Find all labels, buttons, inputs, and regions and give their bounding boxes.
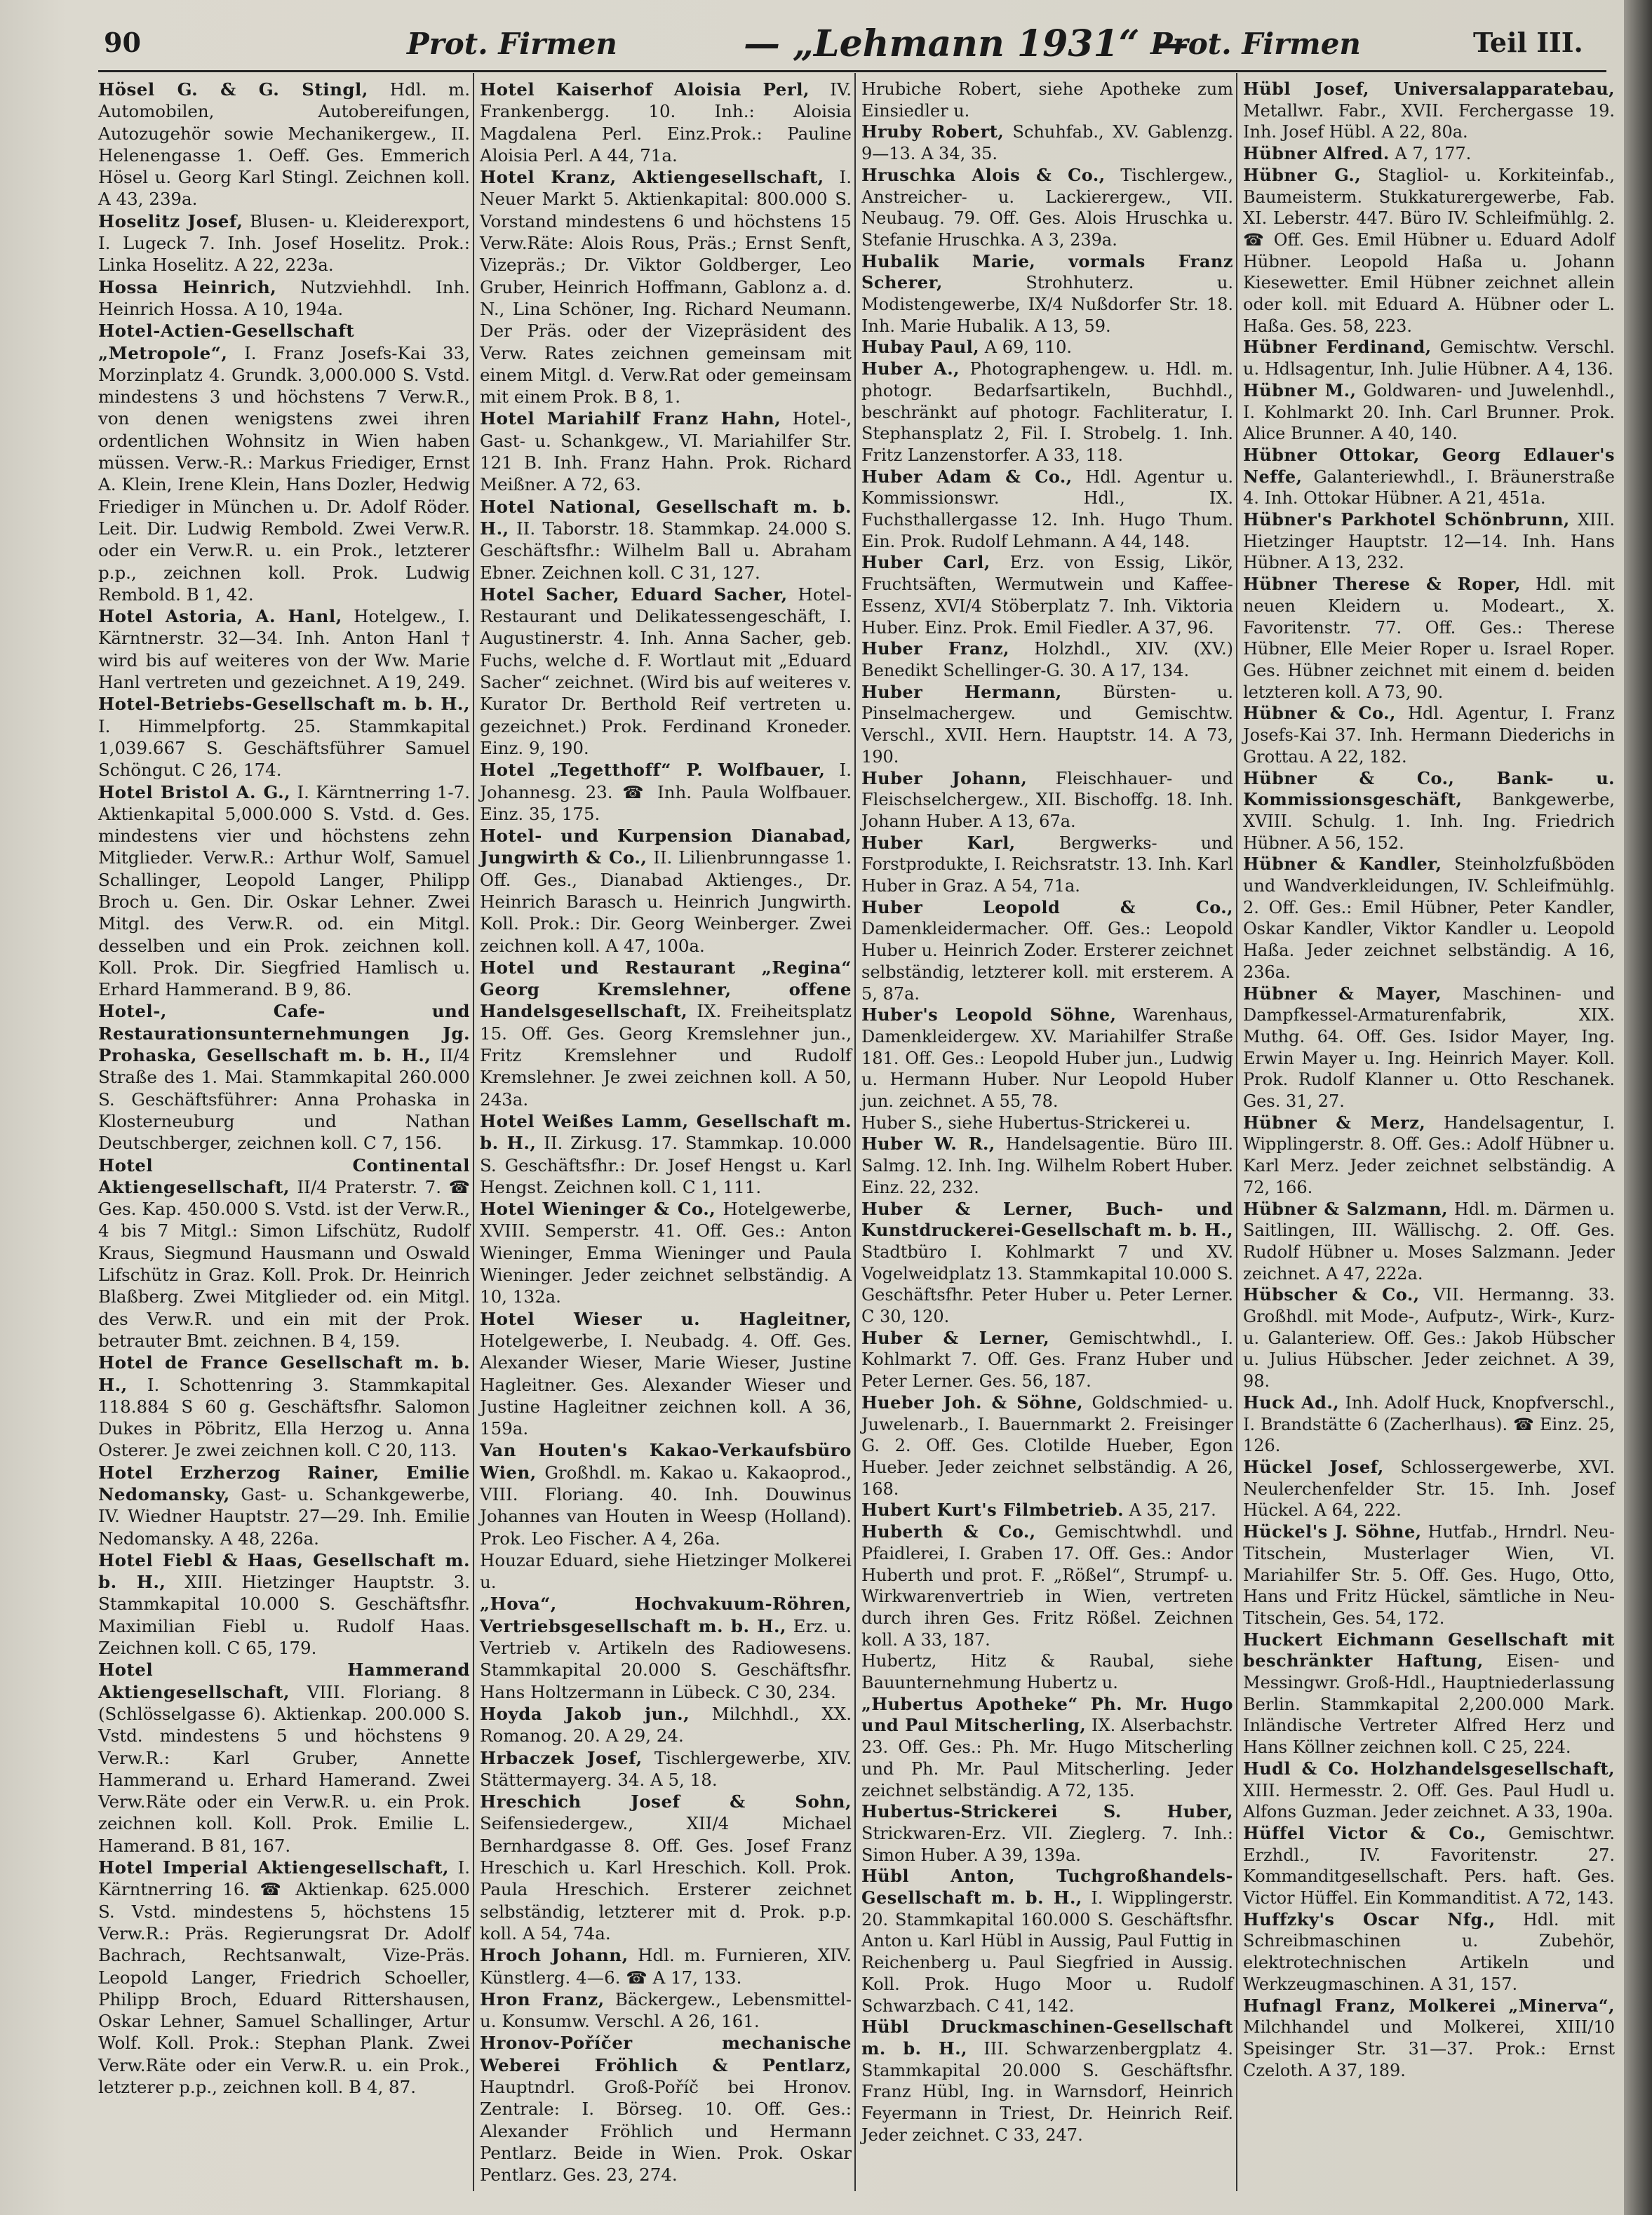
entry-firm-name: Hotel Astoria, A. Hanl, xyxy=(98,606,342,627)
entry-details: Hdl. m. Furnieren, XIV. Künstlerg. 4—6. ☎ A 17, 133. xyxy=(480,1945,852,1988)
entry-firm-name: Hubay Paul, xyxy=(861,337,980,358)
directory-entry xyxy=(1243,1823,1615,1909)
entry-firm-name: Hückel's J. Söhne, xyxy=(1243,1521,1422,1542)
directory-entry xyxy=(861,251,1233,337)
entry-details: Tischlergewerbe, XIV. Stättermayerg. 34. A 5, 18. xyxy=(480,1747,852,1790)
directory-entry xyxy=(1243,983,1615,1112)
entry-firm-name: Hotel Weißes Lamm, Gesellschaft m. b. H., xyxy=(480,1110,852,1154)
entry-firm-name: Hotel Wieninger & Co., xyxy=(480,1199,716,1220)
entry-firm-name: „Hubertus Apotheke“ Ph. Mr. Hugo und Paul Mitscherling, xyxy=(861,1693,1233,1736)
entry-details: Bergwerks- und Forstprodukte, I. Reichsratstr. 13. Inh. Karl Huber in Graz. A 54, 71a. xyxy=(861,833,1233,896)
entry-firm-name: Huber W. R., xyxy=(861,1133,995,1154)
entry-firm-name: Hotel Mariahilf Franz Hahn, xyxy=(480,408,781,429)
entry-details: I. Kärntnerring 1-7. Aktienkapital 5,000.000 S. Vstd. d. Ges. mindestens vier und höchstens zehn Mitglieder. Verw.R.: Arthur Wolf, Samuel Schallinger, Leopold Langer, Philipp Broch u. Gen. Dir. Oskar Lehner. Zwei Mitgl. des Verw.R. od. ein Mitgl. desselben und ein Prok. zeichnen koll. Koll. Prok. Dir. Siegfried Hamlisch u. Erhard Hammerand. B 9, 86. xyxy=(98,781,470,1000)
entry-firm-name: Hübner G., xyxy=(1243,164,1362,185)
entry-details: Gemischtwhdl. und Pfaidlerei, I. Graben 17. Off. Ges.: Andor Huberth und prot. F. „Rößel“, Strumpf- u. Wirkwarenvertrieb in Wien, vertreten durch ihren Ges. Fritz Rößel. Zeichnen koll. A 33, 187. xyxy=(861,1522,1233,1650)
entry-details: Hotelgew., I. Kärntnerstr. 32—34. Inh. Anton Hanl † wird bis auf weiteres von der Ww. Marie Hanl vertreten und gezeichnet. A 19, 249. xyxy=(98,606,470,693)
directory-entry xyxy=(861,1521,1233,1650)
directory-entry xyxy=(861,1328,1233,1392)
entry-details: I. Kärntnerring 16. ☎ Aktienkap. 625.000 S. Vstd. mindestens 5, höchstens 15 Verw.R.: Präs. Regierungsrat Dr. Adolf Bachrach, Rechtsanwalt, Vize-Präs. Leopold Langer, Friedrich Schoeller, Philipp Broch, Eduard Rittershausen, Oskar Lehner, Samuel Schallinger, Artur Wolf. Koll. Prok.: Stephan Plank. Zwei Verw.Räte oder ein Verw.R. u. ein Prok., letzterer p.p., zeichnen koll. B 4, 87. xyxy=(98,1857,470,2098)
entry-firm-name: Huber Franz, xyxy=(861,638,1010,659)
directory-entry xyxy=(480,957,852,1110)
entry-firm-name: Hübner & Co., xyxy=(1243,703,1396,724)
directory-column-4 xyxy=(1243,79,1615,2081)
entry-details: Bürsten- u. Pinselmachergew. und Gemischtw. Verschl., XVII. Hern. Hauptstr. 14. A 73, 190. xyxy=(861,682,1233,767)
directory-entry xyxy=(480,1549,852,1594)
column-divider xyxy=(1236,73,1237,2191)
entry-details: Damenkleidermacher. Off. Ges.: Leopold Huber u. Heinrich Zoder. Ersterer zeichnet selbständig, letzterer koll. mit ersterem. A 5, 87a. xyxy=(861,919,1233,1004)
entry-firm-name: Hübl Anton, Tuchgroßhandels-Gesellschaft m. b. H., xyxy=(861,1866,1233,1908)
entry-details: Holzhdl., XIV. (XV.) Benedikt Schellinger-G. 30. A 17, 134. xyxy=(861,639,1234,680)
entry-firm-name: Huber Karl, xyxy=(861,832,1016,853)
entry-firm-name: Hübner & Kandler, xyxy=(1243,854,1442,875)
header-left-title: Prot. Firmen xyxy=(407,27,617,61)
entry-firm-name: Huber A., xyxy=(861,358,960,379)
directory-entry xyxy=(480,825,852,957)
entry-details: Goldschmied- u. Juwelenarb., I. Bauernmarkt 2. Freisinger G. 2. Off. Ges. Clotilde Hueber, Egon Hueber. Jeder zeichnet selbständig. A 26, 168. xyxy=(861,1392,1234,1499)
page-header xyxy=(98,21,1606,63)
entry-firm-name: Hotel- und Kurpension Dianabad, Jungwirth & Co., xyxy=(480,826,852,868)
directory-entry xyxy=(480,1944,852,1988)
directory-entry xyxy=(98,1659,470,1857)
entry-details: IX. Freiheitsplatz 15. Off. Ges. Georg Kremslehner jun., Fritz Kremslehner und Rudolf Kremslehner. Je zwei zeichnen koll. A 50, 243a. xyxy=(480,1001,852,1110)
entry-firm-name: Hotel Imperial Aktiengesellschaft, xyxy=(98,1857,450,1878)
entry-details: Erz. von Essig, Likör, Fruchtsäften, Wermutwein und Kaffee-Essenz, XVI/4 Stöberplatz 7. Inh. Viktoria Huber. Einz. Prok. Emil Fiedler. A 37, 96. xyxy=(861,553,1233,638)
entry-details: Photographengew. u. Hdl. m. photogr. Bedarfsartikeln, Buchhdl., beschränkt auf photogr. Fachliteratur, I. Stephansplatz 2, Fil. I. Strobelg. 1. Inh. Fritz Lanzenstorfer. A 33, 118. xyxy=(861,359,1234,465)
entry-details: XIII. Hermesstr. 2. Off. Ges. Paul Hudl u. Alfons Guzman. Jeder zeichnet. A 33, 190a. xyxy=(1243,1780,1615,1822)
entry-details: II. Lilienbrunngasse 1. Off. Ges., Dianabad Aktienges., Dr. Heinrich Barasch u. Heinrich Jungwirth. Koll. Prok.: Dir. Georg Weinberger. Zwei zeichnen koll. A 47, 100a. xyxy=(480,847,852,956)
entry-firm-name: Hotel Kranz, Aktiengesellschaft, xyxy=(480,167,824,188)
directory-entry xyxy=(480,1747,852,1791)
entry-firm-name: Hübl Druckmaschinen-Gesellschaft m. b. H., xyxy=(861,2017,1233,2059)
entry-firm-name: Van Houten's Kakao-Verkaufsbüro Wien, xyxy=(480,1440,852,1483)
directory-entry xyxy=(480,1703,852,1747)
entry-firm-name: Hoselitz Josef, xyxy=(98,210,243,231)
entry-details: Bäckergew., Lebensmittel- u. Konsumw. Verschl. A 26, 161. xyxy=(480,1988,852,2032)
entry-details: Hdl. mit neuen Kleidern u. Modeart., X. Favoritenstr. 77. Off. Ges.: Therese Hübner, Elle Meier Roper u. Israel Roper. Ges. Hübner zeichnet mit einem d. beiden letzteren koll. A 73, 90. xyxy=(1243,574,1615,702)
directory-entry xyxy=(861,638,1233,681)
directory-entry xyxy=(480,1308,852,1440)
entry-firm-name: Hruby Robert, xyxy=(861,121,1005,142)
entry-details: A 35, 217. xyxy=(1123,1500,1216,1521)
header-rule xyxy=(98,70,1606,72)
directory-entry xyxy=(1243,509,1615,574)
entry-firm-name: Hüffel Victor & Co., xyxy=(1243,1822,1486,1843)
directory-entry xyxy=(861,552,1233,638)
entry-firm-name: Hotel Continental Aktiengesellschaft, xyxy=(98,1154,470,1197)
page-number: 90 xyxy=(104,27,141,58)
entry-details: Gemischtw. Verschl. u. Hdlsagentur, Inh. Julie Hübner. A 4, 136. xyxy=(1243,337,1615,379)
column-divider xyxy=(854,73,856,2191)
directory-entry xyxy=(861,897,1233,1005)
directory-column-1 xyxy=(98,79,470,2098)
entry-firm-name: Hossa Heinrich, xyxy=(98,276,277,297)
entry-firm-name: Hronov-Poříčer mechanische Weberei Fröhlich & Pentlarz, xyxy=(480,2033,852,2075)
entry-firm-name: Huber Leopold & Co., xyxy=(861,896,1233,917)
entry-firm-name: Hübner & Salzmann, xyxy=(1243,1198,1448,1219)
entry-details: I. Neuer Markt 5. Aktienkapital: 800.000 S. Vorstand mindestens 6 und höchstens 15 Verw.Räte: Alois Rous, Präs.; Ernst Senft, Vizepräs.; Dr. Viktor Goldberger, Leo Gruber, Heinrich Hoffmann, Gablonz a. d. N., Lina Schöner, Ing. Richard Neumann. Der Präs. oder der Vizepräsident des Verw. Rates zeichnen gemeinsam mit einem Mitgl. d. Verw.Rat oder gemeinsam mit einem Prok. B 8, 1. xyxy=(480,167,852,408)
entry-firm-name: Hubertus-Strickerei S. Huber, xyxy=(861,1801,1233,1822)
entry-details: Großhdl. m. Kakao u. Kakaoprod., VIII. Floriang. 40. Inh. Douwinus Johannes van Houten in Weesp (Holland). Prok. Leo Fischer. A 4, 26a. xyxy=(480,1462,852,1549)
entry-firm-name: Hotel Erzherzog Rainer, Emilie Nedomansky, xyxy=(98,1462,470,1504)
entry-details: II/4 Straße des 1. Mai. Stammkapital 260.000 S. Geschäftsführer: Anna Prohaska in Klosterneuburg und Nathan Deutschberger, zeichnen koll. C 7, 156. xyxy=(98,1045,470,1154)
entry-details: Huber S., siehe Hubertus-Strickerei u. xyxy=(861,1112,1191,1133)
directory-entry xyxy=(1243,1909,1615,1995)
entry-details: Bankgewerbe, XVIII. Schulg. 1. Inh. Ing. Friedrich Hübner. A 56, 152. xyxy=(1243,790,1615,853)
entry-details: Hutfab., Hrndrl. Neu-Titschein, Musterlager Wien, VI. Mariahilfer Str. 5. Off. Ges. Hugo, Otto, Hans und Fritz Hückel, sämtliche in Neu-Titschein, Ges. 54, 172. xyxy=(1243,1522,1615,1628)
entry-details: I. Franz Josefs-Kai 33, Morzinplatz 4. Grundk. 3,000.000 S. Vstd. mindestens 3 und höchstens 7 Verw.R., von denen wenigstens zwei ihren ordentlichen Wohnsitz in Wien haben müssen. Verw.-R.: Markus Friediger, Ernst A. Klein, Irene Klein, Hans Dozler, Hedwig Friediger in München u. Dr. Adolf Röder. Leit. Dir. Ludwig Rembold. Zwei Verw.R. oder ein Verw.R. u. ein Prok., letzterer p.p., zeichnen koll. Prok. Ludwig Rembold. B 1, 42. xyxy=(98,342,470,605)
directory-entry xyxy=(480,166,852,408)
directory-entry xyxy=(1243,380,1615,445)
entry-details: Hotelgewerbe, XVIII. Semperstr. 41. Off. Ges.: Anton Wieninger, Emma Wieninger und Paula Wieninger. Jeder zeichnet selbständig. A 10, 132a. xyxy=(480,1199,852,1307)
entry-firm-name: Hösel G. & G. Stingl, xyxy=(98,79,368,100)
header-right-title: Prot. Firmen xyxy=(1150,27,1361,61)
entry-firm-name: Hudl & Co. Holzhandelsgesellschaft, xyxy=(1243,1758,1615,1779)
entry-firm-name: Huber Adam & Co., xyxy=(861,466,1073,487)
directory-entry xyxy=(861,1650,1233,1693)
entry-firm-name: Hruschka Alois & Co., xyxy=(861,164,1106,185)
entry-firm-name: Hübl Josef, Universalapparatebau, xyxy=(1243,79,1615,99)
header-center-title: — „Lehmann 1931“ — xyxy=(744,22,1189,65)
entry-details: Blusen- u. Kleiderexport, I. Lugeck 7. Inh. Josef Hoselitz. Prok.: Linka Hoselitz. A 22, 223a. xyxy=(98,210,470,276)
entry-details: Warenhaus, Damenkleidergew. XV. Mariahilfer Straße 181. Off. Ges.: Leopold Huber jun., Ludwig u. Hermann Huber. Nur Leopold Huber jun. zeichnet. A 55, 78. xyxy=(861,1005,1233,1112)
entry-details: Hdl. m. Automobilen, Autobereifungen, Autozugehör sowie Mechanikergew., II. Helenengasse 1. Oeff. Ges. Emmerich Hösel u. Georg Karl Stingl. Zeichnen koll. A 43, 239a. xyxy=(98,79,470,210)
entry-details: Hotel-, Gast- u. Schankgew., VI. Mariahilfer Str. 121 B. Inh. Franz Hahn. Prok. Richard Meißner. A 72, 63. xyxy=(480,408,852,495)
entry-details: Steinholzfußböden und Wandverkleidungen, IV. Schleifmühlg. 2. Off. Ges.: Emil Hübner, Peter Kandler, Oskar Kandler, Viktor Kandler u. Leopold Haßa. Jeder zeichnet selbständig. A 16, 236a. xyxy=(1243,854,1615,982)
entry-firm-name: Huckert Eichmann Gesellschaft mit beschränkter Haftung, xyxy=(1243,1629,1615,1671)
entry-details: IX. Alserbachstr. 23. Off. Ges.: Ph. Mr. Hugo Mitscherling und Ph. Mr. Paul Mitscherling. Jeder zeichnet selbständig. A 72, 135. xyxy=(861,1716,1233,1800)
entry-firm-name: Hotel Hammerand Aktiengesellschaft, xyxy=(98,1659,470,1702)
entry-firm-name: Hroch Johann, xyxy=(480,1945,629,1966)
directory-entry xyxy=(1243,1112,1615,1199)
directory-entry xyxy=(1243,703,1615,767)
directory-entry xyxy=(480,1593,852,1702)
directory-entry xyxy=(480,2032,852,2186)
directory-entry xyxy=(480,79,852,166)
entry-firm-name: Hotel Fiebl & Haas, Gesellschaft m. b. H., xyxy=(98,1549,470,1593)
entry-details: Schuhfab., XV. Gablenzg. 9—13. A 34, 35. xyxy=(861,122,1233,164)
entry-details: Hrubiche Robert, siehe Apotheke zum Einsiedler u. xyxy=(861,79,1233,121)
directory-entry xyxy=(480,1988,852,2033)
directory-entry xyxy=(1243,854,1615,983)
entry-details: I. Himmelpfortg. 25. Stammkapital 1,039.667 S. Geschäftsführer Samuel Schöngut. C 26, 174. xyxy=(98,715,470,781)
directory-entry xyxy=(861,1199,1233,1328)
page-gutter-shadow xyxy=(1624,0,1652,2215)
entry-details: XIII. Hietzinger Hauptstr. 12—14. Inh. Hans Hübner. A 13, 232. xyxy=(1243,510,1615,573)
directory-entry xyxy=(861,121,1233,164)
entry-details: Inh. Adolf Huck, Knopfverschl., I. Brandstätte 6 (Zacherlhaus). ☎ Einz. 25, 126. xyxy=(1243,1392,1615,1456)
entry-firm-name: Huck Ad., xyxy=(1243,1392,1340,1413)
directory-entry xyxy=(1243,1199,1615,1285)
entry-firm-name: Hübner & Merz, xyxy=(1243,1112,1426,1133)
directory-entry xyxy=(98,210,470,276)
entry-details: VII. Hermanng. 33. Großhdl. mit Mode-, Aufputz-, Wirk-, Kurz- u. Galanteriew. Off. Ges.: Jakob Hübscher u. Julius Hübscher. Jeder zeichnet. A 39, 98. xyxy=(1243,1285,1615,1392)
directory-entry xyxy=(861,682,1233,768)
entry-firm-name: Hotel de France Gesellschaft m. b. H., xyxy=(98,1352,470,1395)
entry-details: XIII. Hietzinger Hauptstr. 3. Stammkapital 10.000 S. Geschäftsfhr. Maximilian Fiebl u. Rudolf Haas. Zeichnen koll. C 65, 179. xyxy=(98,1572,470,1659)
directory-entry xyxy=(1243,445,1615,509)
entry-firm-name: Hubert Kurt's Filmbetrieb. xyxy=(861,1500,1124,1521)
directory-entry xyxy=(1243,574,1615,703)
entry-details: IV. Frankenbergg. 10. Inh.: Aloisia Magdalena Perl. Einz.Prok.: Pauline Aloisia Perl. A 44, 71a. xyxy=(480,79,852,166)
entry-firm-name: Huber Carl, xyxy=(861,552,990,573)
entry-firm-name: Hübner Alfred. xyxy=(1243,143,1390,164)
entry-firm-name: Hufnagl Franz, Molkerei „Minerva“, xyxy=(1243,1995,1615,2016)
entry-details: Strohhuterz. u. Modistengewerbe, IX/4 Nußdorfer Str. 18. Inh. Marie Hubalik. A 13, 59. xyxy=(861,273,1233,336)
entry-details: II. Zirkusg. 17. Stammkap. 10.000 S. Geschäftsfhr.: Dr. Josef Hengst u. Karl Hengst. Zeichnen koll. C 1, 111. xyxy=(480,1133,852,1197)
entry-details: Gemischtwhdl., I. Kohlmarkt 7. Off. Ges. Franz Huber und Peter Lerner. Ges. 56, 187. xyxy=(861,1328,1233,1392)
directory-entry xyxy=(861,1133,1233,1198)
entry-details: II/4 Praterstr. 7. ☎ Ges. Kap. 450.000 S. Vstd. ist der Verw.R., 4 bis 7 Mitgl.: Simon Lifschütz, Rudolf Kraus, Siegmund Hausmann und Oswald Lifschütz in Graz. Koll. Prok. Dr. Heinrich Blaßberg. Zwei Mitglieder od. ein Mitgl. des Verw.R. und ein mit der Prok. betrauter Bmt. zeichnen. B 4, 159. xyxy=(98,1176,470,1351)
directory-entry xyxy=(98,781,470,1001)
entry-details: Erz. u. Vertrieb v. Artikeln des Radiowesens. Stammkapital 20.000 S. Geschäftsfhr. Hans Holtzermann in Lübeck. C 30, 234. xyxy=(480,1615,852,1702)
entry-firm-name: Hotel-Actien-Gesellschaft „Metropole“, xyxy=(98,321,355,363)
entry-firm-name: Hotel „Tegetthoff“ P. Wolfbauer, xyxy=(480,760,826,781)
directory-entry xyxy=(480,759,852,825)
entry-firm-name: Hübner & Co., Bank- u. Kommissionsgeschäft, xyxy=(1243,767,1615,810)
directory-column-3 xyxy=(861,79,1233,2146)
entry-firm-name: Hrbaczek Josef, xyxy=(480,1747,643,1768)
entry-firm-name: Hotel und Restaurant „Regina“ Georg Kremslehner, offene Handelsgesellschaft, xyxy=(480,957,852,1022)
column-divider xyxy=(473,73,474,2191)
entry-details: Tischlergew., Anstreicher- u. Lackierergew., VII. Neubaug. 79. Off. Ges. Alois Hruschka u. Stefanie Hruschka. A 3, 239a. xyxy=(861,165,1233,250)
directory-entry xyxy=(1243,1392,1615,1457)
entry-firm-name: Huffzky's Oscar Nfg., xyxy=(1243,1908,1496,1930)
entry-firm-name: Hübner Therese & Roper, xyxy=(1243,574,1521,595)
directory-entry xyxy=(1243,768,1615,854)
entry-firm-name: Hubalik Marie, vormals Franz Scherer, xyxy=(861,250,1233,293)
entry-details: VIII. Floriang. 8 (Schlösselgasse 6). Aktienkap. 200.000 S. Vstd. mindestens 5 und höchstens 9 Verw.R.: Karl Gruber, Annette Hammerand u. Erhard Hamerand. Zwei Verw.Räte oder ein Verw.R. u. ein Prok. zeichnen koll. Koll. Prok. Emilie L. Hamerand. B 81, 167. xyxy=(98,1681,470,1856)
directory-column-2 xyxy=(480,79,852,2186)
directory-entry xyxy=(480,1791,852,1944)
entry-firm-name: Hotel National, Gesellschaft m. b. H., xyxy=(480,496,852,539)
entry-details: Hdl. mit Schreibmaschinen u. Zubehör, elektrotechnischen Artikeln und Werkzeugmaschinen. A 31, 157. xyxy=(1243,1909,1615,1994)
entry-details: Schlossergewerbe, XVI. Neulerchenfelder Str. 15. Inh. Josef Hückel. A 64, 222. xyxy=(1243,1457,1616,1521)
entry-details: Strickwaren-Erz. VII. Zieglerg. 7. Inh.: Simon Huber. A 39, 139a. xyxy=(861,1823,1233,1865)
directory-entry xyxy=(480,496,852,584)
directory-entry xyxy=(98,1462,470,1549)
directory-entry xyxy=(1243,1284,1615,1392)
entry-firm-name: Huber & Lerner, Buch- und Kunstdruckerei-Gesellschaft m. b. H., xyxy=(861,1198,1233,1241)
entry-firm-name: Hotel Wieser u. Hagleitner, xyxy=(480,1308,852,1329)
entry-details: Hotel-Restaurant und Delikatessengeschäft, I. Augustinerstr. 4. Inh. Anna Sacher, geb. Fuchs, welche d. F. Wortlaut mit „Eduard Sacher“ zeichnet. (Wird bis auf weiteres v. Kurator Dr. Berthold Reif vertreten u. gezeichnet.) Prok. Ferdinand Kroneder. Einz. 9, 190. xyxy=(480,584,852,758)
entry-details: Hdl. Agentur, I. Franz Josefs-Kai 37. Inh. Hermann Diederichs in Grottau. A 22, 182. xyxy=(1243,703,1616,767)
entry-details: Maschinen- und Dampfkessel-Armaturenfabrik, XIX. Muthg. 64. Off. Ges. Isidor Mayer, Ing. Erwin Mayer u. Ing. Heinrich Mayer. Koll. Prok. Rudolf Klanner u. Otto Reschanek. Ges. 31, 27. xyxy=(1243,983,1615,1112)
entry-details: I. Johannesg. 23. ☎ Inh. Paula Wolfbauer. Einz. 35, 175. xyxy=(480,760,852,824)
entry-firm-name: Hübner Ottokar, Georg Edlauer's Neffe, xyxy=(1243,444,1615,487)
entry-firm-name: Huber Hermann, xyxy=(861,681,1062,702)
entry-firm-name: Hoyda Jakob jun., xyxy=(480,1703,690,1724)
entry-details: Hubertz, Hitz & Raubal, siehe Bauunternehmung Hubertz u. xyxy=(861,1651,1233,1693)
entry-details: A 69, 110. xyxy=(979,337,1072,358)
directory-entry xyxy=(861,358,1233,466)
directory-entry xyxy=(861,768,1233,833)
entry-details: A 7, 177. xyxy=(1389,144,1472,164)
entry-details: Milchhdl., XX. Romanog. 20. A 29, 24. xyxy=(480,1703,852,1746)
entry-details: Gast- u. Schankgewerbe, IV. Wiedner Hauptstr. 27—29. Inh. Emilie Nedomansky. A 48, 226a. xyxy=(98,1484,470,1549)
entry-details: Houzar Eduard, siehe Hietzinger Molkerei u. xyxy=(480,1549,852,1593)
entry-details: Hauptndrl. Groß-Poříč bei Hronov. Zentrale: I. Börseg. 10. Off. Ges.: Alexander Fröhlich und Hermann Pentlarz. Beide in Wien. Prok. Oskar Pentlarz. Ges. 23, 274. xyxy=(480,2077,852,2186)
entry-details: III. Schwarzenbergplatz 4. Stammkapital 20.000 S. Geschäftsfhr. Franz Hübl, Ing. in Warnsdorf, Heinrich Feyermann in Triest, Dr. Heinrich Reif. Jeder zeichnet. C 33, 247. xyxy=(861,2038,1234,2145)
directory-entry xyxy=(98,605,470,693)
entry-details: Stagliol- u. Korkiteinfab., Baumeisterm. Stukkaturergewerbe, Fab. XI. Leberstr. 447. Büro IV. Schleifmühlg. 2. ☎ Off. Ges. Emil Hübner u. Eduard Adolf Hübner. Leopold Haßa u. Johann Kiesewetter. Emil Hübner zeichnet allein oder koll. mit Eduard A. Hübner oder L. Haßa. Ges. 58, 223. xyxy=(1243,165,1615,336)
entry-details: Nutzviehhdl. Inh. Heinrich Hossa. A 10, 194a. xyxy=(98,276,470,319)
directory-entry xyxy=(480,408,852,495)
directory-entry xyxy=(1243,143,1615,165)
directory-entry xyxy=(98,320,470,605)
directory-entry xyxy=(861,1392,1233,1500)
entry-firm-name: Hübner & Mayer, xyxy=(1243,983,1442,1004)
entry-firm-name: Hotel-, Cafe- und Restaurationsunternehmungen Jg. Prohaska, Gesellschaft m. b. H., xyxy=(98,1001,470,1066)
directory-entry xyxy=(861,466,1233,553)
directory-entry xyxy=(480,1110,852,1198)
entry-details: Fleischhauer- und Fleischselchergew., XII. Bischoffg. 18. Inh. Johann Huber. A 13, 67a. xyxy=(861,768,1234,831)
entry-firm-name: „Hova“, Hochvakuum-Röhren, Vertriebsgesellschaft m. b. H., xyxy=(480,1594,852,1636)
entry-firm-name: Huber Johann, xyxy=(861,767,1028,788)
header-part-label: Teil III. xyxy=(1473,27,1583,58)
entry-firm-name: Hotel Sacher, Eduard Sacher, xyxy=(480,584,788,605)
directory-entry xyxy=(861,1004,1233,1112)
entry-details: II. Taborstr. 18. Stammkap. 24.000 S. Geschäftsfhr.: Wilhelm Ball u. Abraham Ebner. Zeichnen koll. C 31, 127. xyxy=(480,518,852,583)
directory-entry xyxy=(98,79,470,210)
directory-entry xyxy=(480,1198,852,1307)
entry-firm-name: Hotel-Betriebs-Gesellschaft m. b. H., xyxy=(98,694,470,715)
directory-entry xyxy=(861,1694,1233,1802)
entry-details: Hotelgewerbe, I. Neubadg. 4. Off. Ges. Alexander Wieser, Marie Wieser, Justine Hagleitner. Ges. Alexander Wieser und Justine Hagleitner zeichnen koll. A 36, 159a. xyxy=(480,1330,852,1439)
entry-firm-name: Hückel Josef, xyxy=(1243,1457,1384,1477)
directory-entry xyxy=(98,1154,470,1352)
entry-details: Hdl. Agentur u. Kommissionswr. Hdl., IX. Fuchsthallergasse 12. Inh. Hugo Thum. Ein. Prok. Rudolf Lehmann. A 44, 148. xyxy=(861,466,1234,551)
entry-details: Stadtbüro I. Kohlmarkt 7 und XV. Vogelweidplatz 13. Stammkapital 10.000 S. Geschäftsfhr. Peter Huber u. Peter Lerner. C 30, 120. xyxy=(861,1241,1233,1327)
entry-firm-name: Huber & Lerner, xyxy=(861,1327,1050,1348)
entry-details: Galanteriewhdl., I. Bräunerstraße 4. Inh. Ottokar Hübner. A 21, 451a. xyxy=(1243,466,1615,509)
directory-entry xyxy=(1243,1521,1615,1629)
entry-details: Gemischtwr. Erzhdl., IV. Favoritenstr. 27. Kommanditgesellschaft. Pers. haft. Ges. Victor Hüffel. Ein Kommanditist. A 72, 143. xyxy=(1243,1823,1615,1908)
directory-entry xyxy=(98,693,470,781)
directory-entry xyxy=(480,584,852,759)
directory-entry xyxy=(98,1352,470,1461)
entry-details: I. Schottenring 3. Stammkapital 118.884 S 60 g. Geschäftsfhr. Salomon Dukes in Pöbritz, Ella Herzog u. Anna Osterer. Je zwei zeichnen koll. C 20, 113. xyxy=(98,1374,470,1461)
directory-entry xyxy=(1243,1457,1615,1521)
directory-entry xyxy=(861,833,1233,897)
directory-entry xyxy=(98,1549,470,1659)
entry-firm-name: Hotel Bristol A. G., xyxy=(98,781,291,802)
directory-entry xyxy=(861,2017,1233,2146)
directory-entry xyxy=(98,1857,470,2098)
entry-firm-name: Hueber Joh. & Söhne, xyxy=(861,1392,1084,1413)
entry-firm-name: Hübner's Parkhotel Schönbrunn, xyxy=(1243,509,1570,530)
directory-entry xyxy=(480,1439,852,1549)
directory-entry xyxy=(861,79,1233,121)
directory-entry xyxy=(1243,1758,1615,1823)
directory-entry xyxy=(861,337,1233,358)
entry-details: Goldwaren- und Juwelenhdl., I. Kohlmarkt 20. Inh. Carl Brunner. Prok. Alice Brunner. A 40, 140. xyxy=(1243,380,1615,444)
entry-details: Hdl. m. Därmen u. Saitlingen, III. Wällischg. 2. Off. Ges. Rudolf Hübner u. Moses Salzmann. Jeder zeichnet. A 47, 222a. xyxy=(1243,1199,1616,1284)
entry-firm-name: Hreschich Josef & Sohn, xyxy=(480,1791,852,1812)
entry-firm-name: Hübscher & Co., xyxy=(1243,1284,1420,1305)
entry-details: Metallwr. Fabr., XVII. Ferchergasse 19. Inh. Josef Hübl. A 22, 80a. xyxy=(1243,100,1615,142)
directory-entry xyxy=(1243,337,1615,379)
entry-details: Milchhandel und Molkerei, XIII/10 Speisinger Str. 31—37. Prok.: Ernst Czeloth. A 37, 189. xyxy=(1243,2017,1615,2080)
directory-entry xyxy=(1243,1995,1615,2082)
directory-entry xyxy=(861,1500,1233,1521)
entry-firm-name: Huber's Leopold Söhne, xyxy=(861,1004,1117,1025)
entry-details: Seifensiedergew., XII/4 Michael Bernhardgasse 8. Off. Ges. Josef Franz Hreschich u. Karl Hreschich. Koll. Prok. Paula Hreschich. Ersterer zeichnet selbständig, letzterer mit d. Prok. p.p. koll. A 54, 74a. xyxy=(480,1813,852,1944)
entry-details: Handelsagentur, I. Wipplingerstr. 8. Off. Ges.: Adolf Hübner u. Karl Merz. Jeder zeichnet selbständig. A 72, 166. xyxy=(1243,1112,1615,1197)
directory-entry xyxy=(1243,79,1615,143)
directory-entry xyxy=(98,1000,470,1154)
entry-details: I. Wipplingerstr. 20. Stammkapital 160.000 S. Geschäftsfhr. Anton u. Karl Hübl in Aussig, Paul Futtig in Reichenberg u. Paul Siegfried in Aussig. Koll. Prok. Hugo Moor u. Rudolf Schwarzbach. C 41, 142. xyxy=(861,1888,1233,2016)
directory-entry xyxy=(98,276,470,321)
directory-entry xyxy=(1243,165,1615,337)
entry-firm-name: Hron Franz, xyxy=(480,1988,605,2009)
entry-details: Eisen- und Messingwr. Groß-Hdl., Hauptniederlassung Berlin. Stammkapital 2,200.000 Mark. Inländische Vertreter Alfred Herz und Hans Köllner zeichnen koll. C 25, 224. xyxy=(1243,1651,1615,1758)
directory-entry xyxy=(1243,1629,1615,1758)
directory-entry xyxy=(861,1801,1233,1866)
directory-entry xyxy=(861,1866,1233,2017)
entry-details: Handelsagentie. Büro III. Salmg. 12. Inh. Ing. Wilhelm Robert Huber. Einz. 22, 232. xyxy=(861,1134,1233,1197)
entry-firm-name: Hotel Kaiserhof Aloisia Perl, xyxy=(480,79,810,100)
directory-entry xyxy=(861,1112,1233,1134)
directory-entry xyxy=(861,165,1233,251)
entry-firm-name: Huberth & Co., xyxy=(861,1521,1036,1542)
entry-firm-name: Hübner M., xyxy=(1243,379,1357,400)
entry-firm-name: Hübner Ferdinand, xyxy=(1243,337,1432,358)
